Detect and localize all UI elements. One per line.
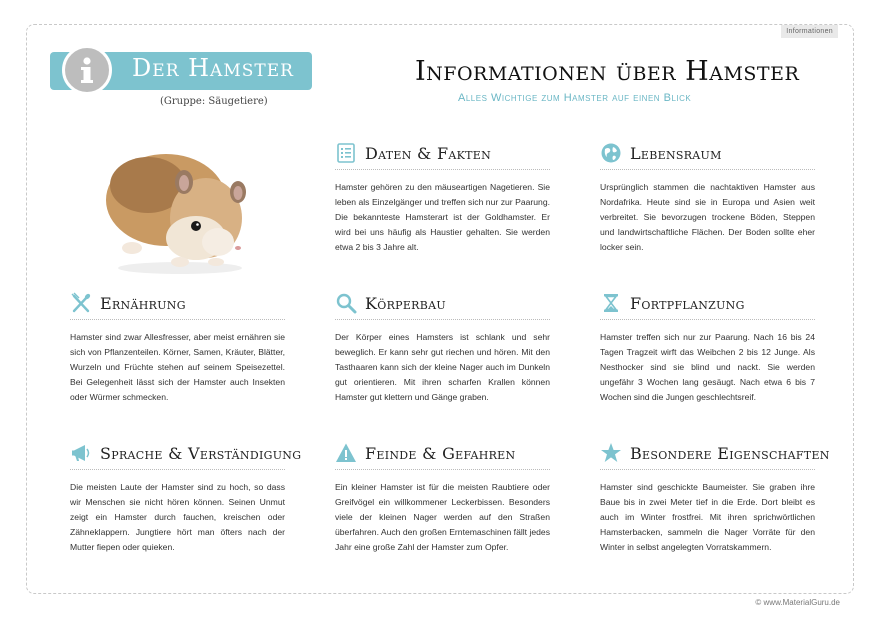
section-feinde [335, 440, 550, 555]
section-text: Ursprünglich stammen die nachtaktiven Hamster aus Nordafrika. Heute sind sie in Europa und Asien weit verbreitet. Sie bevorzugen trockene Böden, Steppen und landwirtschaftliche Flächen. Der Boden sollte eher locker sein. [600, 182, 815, 252]
section-text: Hamster treffen sich nur zur Paarung. Nach 16 bis 24 Tagen Tragzeit wirft das Weibchen 2 bis 12 Junge. Als Nesthocker sind sie blind und nackt. Sie werden ungefähr 3 Wochen lang gesäugt. Nach etwa 6 bis 7 Wochen sind die Jungen geschlechtsreif. [600, 332, 815, 402]
section-text: Hamster sind geschickte Baumeister. Sie graben ihre Baue bis in zwei Meter tief in die Erde. Dort bleibt es auch im Winter frostfrei. Mit ihren sprichwörtlichen Hamsterbacken, sammeln die Nager Vorräte für den Winter in selbst angelegten Vorratskammern. [600, 482, 815, 552]
megaphone-icon [70, 442, 92, 464]
section-title: Feinde & Gefahren [365, 443, 516, 463]
magnifier-icon [335, 292, 357, 314]
section-daten-fakten [335, 140, 550, 255]
star-icon [600, 442, 622, 464]
section-title: Ernährung [100, 293, 186, 313]
section-text: Ein kleiner Hamster ist für die meisten Raubtiere oder Greifvögel ein willkommener Leckerbissen. Besonders viele der kleinen Nager werden auf den Straßen überfahren. Auch den großen Erntemaschinen fällt jedes Jahr eine große Zahl der Hamster zum Opfer. [335, 482, 550, 552]
section-koerperbau [335, 290, 550, 405]
group-label: (Gruppe: Säugetiere) [160, 96, 268, 107]
section-title: Körperbau [365, 293, 446, 313]
banner-title: Der Hamster [132, 54, 294, 82]
section-text: Der Körper eines Hamsters ist schlank und sehr beweglich. Er kann sehr gut riechen und hören. Mit den Tasthaaren kann sich der kleine Nager auch im Dunkeln gut orientieren. Mit ihren scharfen Krallen können Hamster gut klettern und Gänge graben. [335, 332, 550, 402]
section-fortpflanzung [600, 290, 815, 405]
section-text: Hamster gehören zu den mäuseartigen Nagetieren. Sie leben als Einzelgänger und treffen sich nur zur Paarung. Die bekannteste Hamsterart ist der Goldhamster. Er wird bei uns häufig als Haustier gehalten. Sie werden etwa 2 bis 3 Jahre alt. [335, 182, 550, 252]
section-sprache [70, 440, 302, 555]
section-title: Daten & Fakten [365, 143, 492, 163]
info-icon [62, 45, 112, 95]
section-lebensraum [600, 140, 815, 255]
page-subtitle: Alles Wichtige zum Hamster auf einen Blick [458, 92, 692, 104]
section-title: Lebensraum [630, 143, 722, 163]
section-title: Fortpflanzung [630, 293, 745, 313]
section-ernaehrung [70, 290, 285, 405]
cutlery-icon [70, 292, 92, 314]
globe-icon [600, 142, 622, 164]
section-title: Besondere Eigenschaften [630, 443, 830, 463]
section-text: Hamster sind zwar Allesfresser, aber meist ernähren sie sich von Pflanzenteilen. Körner, Samen, Kräuter, Blätter, Wurzeln und Früchte stehen auf seinem Speisezettel. Bei Gelegenheit lässt sich der Hamster auch Insekten oder Würmer schmecken. [70, 332, 285, 402]
page-title: Informationen über Hamster [415, 56, 800, 87]
section-title: Sprache & Verständigung [100, 443, 302, 463]
section-text: Die meisten Laute der Hamster sind zu hoch, so dass wir Menschen sie nicht hören können. Seinen Unmut zeigt ein Hamster durch fauchen, kreischen oder Zähneklappern. Jungtiere hört man öfters nach der Mutter fiepen oder quieken. [70, 482, 285, 552]
category-tag: Informationen [781, 25, 838, 38]
hourglass-icon [600, 292, 622, 314]
section-eigenschaften [600, 440, 830, 555]
list-icon [335, 142, 357, 164]
hamster-image [88, 130, 258, 280]
warning-icon [335, 442, 357, 464]
copyright: © www.MaterialGuru.de [755, 598, 840, 607]
